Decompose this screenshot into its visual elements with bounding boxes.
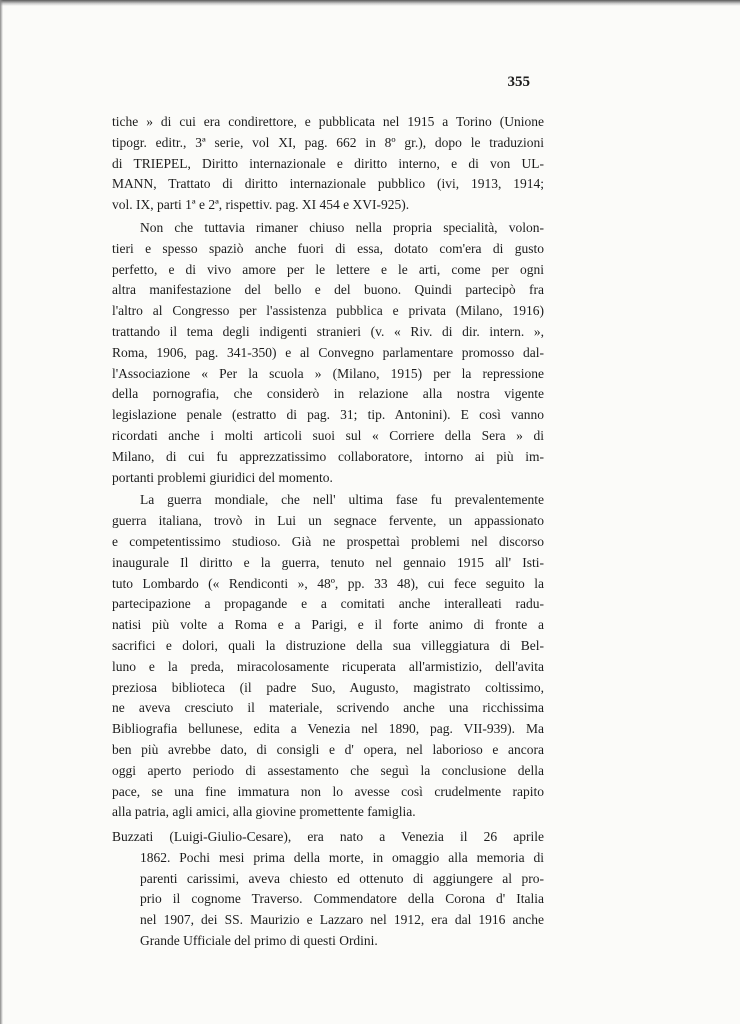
text-line: l'Associazione « Per la scuola » (Milano, 1915) per la repressione	[112, 365, 544, 381]
text-line: altra manifestazione del bello e del buono. Quindi partecipò fra	[112, 282, 544, 298]
text-line: Milano, di cui fu apprezzatissimo collaboratore, intorno ai più im-	[112, 448, 544, 464]
text-line: parenti carissimi, aveva chiesto ed ottenuto di aggiungere al pro-	[140, 870, 544, 886]
text-line: alla patria, agli amici, alla giovine promettente famiglia.	[112, 804, 416, 820]
text-line: sacrifici e dolori, quali la distruzione della sua villeggiatura di Bel-	[112, 637, 544, 653]
text-line: trattando il tema degli indigenti stranieri (v. « Riv. di dir. intern. »,	[112, 323, 544, 339]
scan-top-edge	[0, 0, 740, 6]
text-line: nel 1907, dei SS. Maurizio e Lazzaro nel 1912, era dal 1916 anche	[140, 912, 544, 928]
text-line: perfetto, e di vivo amore per le lettere e le arti, come per ogni	[112, 261, 544, 277]
page-body	[112, 112, 544, 952]
text-line: Roma, 1906, pag. 341-350) e al Convegno parlamentare promosso dal-	[112, 344, 544, 360]
text-line: tiche » di cui era condirettore, e pubblicata nel 1915 a Torino (Unione	[112, 114, 544, 129]
text-line: portanti problemi giuridici del momento.	[112, 469, 333, 485]
text-line: vol. IX, parti 1ª e 2ª, rispettiv. pag. XI 454 e XVI-925).	[112, 197, 410, 213]
text-line: tieri e spesso spaziò anche fuori di essa, dotato com'era di gusto	[112, 240, 544, 256]
text-line: legislazione penale (estratto di pag. 31; tip. Antonini). E così vanno	[112, 407, 544, 423]
text-line: e competentissimo studioso. Già ne prospettaì problemi nel discorso	[112, 533, 544, 549]
text-line: l'altro al Congresso per l'assistenza pubblica e privata (Milano, 1916)	[112, 303, 544, 319]
text-line: natisi più volte a Roma e a Parigi, e il forte animo di fronte a	[112, 617, 544, 633]
text-line: ne aveva cresciuto il materiale, scrivendo anche una ricchissima	[112, 700, 544, 716]
paragraph-interests	[112, 218, 544, 488]
text-line: prio il cognome Traverso. Commendatore della Corona d' Italia	[140, 891, 544, 907]
text-line: guerra italiana, trovò in Lui un segnace fervente, un appassionato	[112, 513, 544, 529]
text-line: oggi aperto periodo di assestamento che seguì la conclusione della	[112, 762, 544, 778]
text-line: luno e la preda, miracolosamente ricuperata all'armistizio, dell'avita	[112, 658, 544, 674]
text-line: della pornografia, che considerò in relazione alla nostra vigente	[112, 386, 544, 402]
paragraph-war	[112, 490, 544, 823]
text-line: Buzzati (Luigi-Giulio-Cesare), era nato a Venezia il 26 aprile	[112, 829, 544, 845]
text-line: di TRIEPEL, Diritto internazionale e diritto interno, e di von UL-	[112, 155, 544, 171]
text-line: inaugurale Il diritto e la guerra, tenuto nel gennaio 1915 all' Isti-	[112, 554, 544, 570]
text-line: Non che tuttavia rimaner chiuso nella propria specialità, volon-	[140, 219, 544, 235]
text-line: Grande Ufficiale del primo di questi Ordini.	[140, 933, 378, 949]
paragraph-biography	[112, 827, 544, 952]
text-line: tuto Lombardo (« Rendiconti », 48º, pp. 33 48), cui fece seguito la	[112, 575, 544, 591]
text-line: MANN, Trattato di diritto internazionale pubblico (ivi, 1913, 1914;	[112, 176, 544, 192]
text-line: pace, se una fine immatura non lo avesse così crudelmente rapito	[112, 783, 544, 799]
text-line: 1862. Pochi mesi prima della morte, in omaggio alla memoria di	[140, 849, 544, 865]
text-line: preziosa biblioteca (il padre Suo, Augusto, magistrato coltissimo,	[112, 679, 544, 695]
text-line: ben più avrebbe dato, di consigli e d' opera, nel laborioso e ancora	[112, 741, 544, 757]
paragraph-continuation	[112, 112, 544, 216]
text-line: La guerra mondiale, che nell' ultima fase fu prevalentemente	[140, 492, 544, 508]
text-line: ricordati anche i molti articoli suoi sul « Corriere della Sera » di	[112, 427, 544, 443]
scan-left-edge	[0, 0, 3, 1024]
text-line: tipogr. editr., 3ª serie, vol XI, pag. 662 in 8º gr.), dopo le traduzioni	[112, 134, 544, 150]
text-line: partecipazione a propagande e a comitati anche interalleati radu-	[112, 596, 544, 612]
page-number: 355	[507, 74, 530, 90]
text-line: Bibliografia bellunese, edita a Venezia nel 1890, pag. VII-939). Ma	[112, 721, 544, 737]
